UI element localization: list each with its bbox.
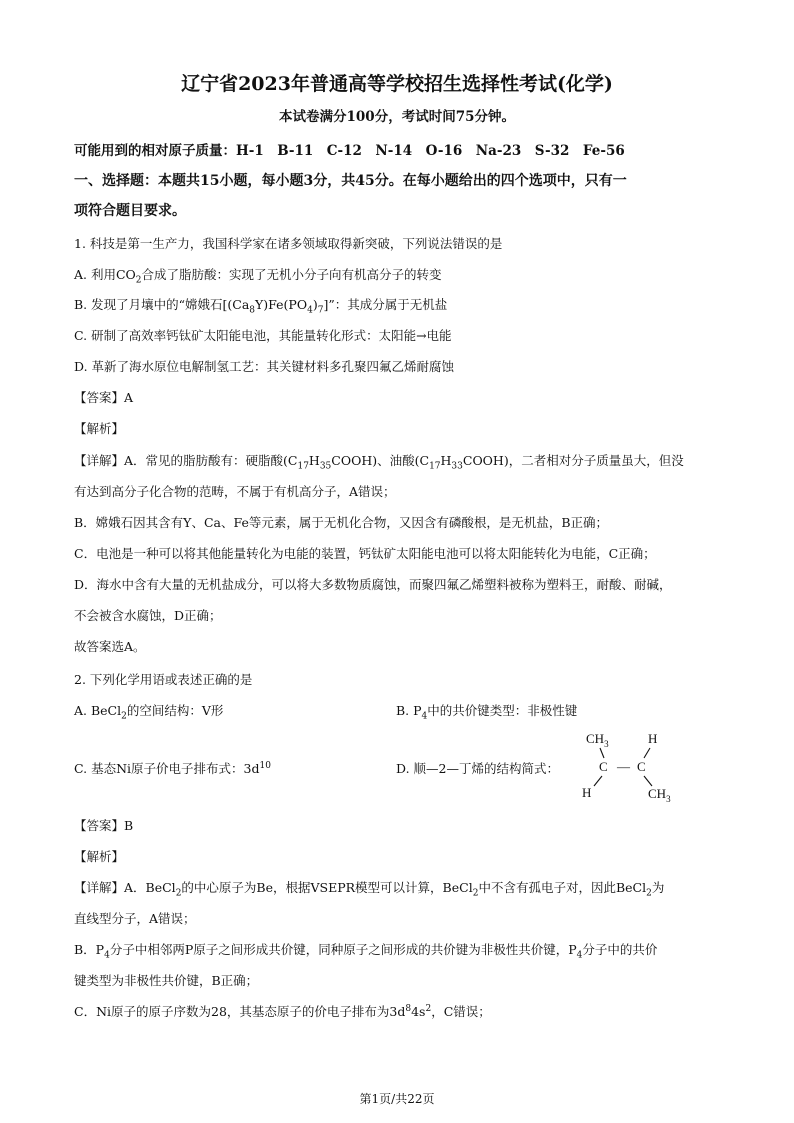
- q2-analysis-label: 【解析】: [74, 849, 125, 864]
- struct-c-right: C: [637, 759, 646, 774]
- q2-detail-2: 直线型分子，A错误；: [74, 911, 196, 926]
- q1-option-c: C. 研制了高效率钙钛矿太阳能电池，其能量转化形式：太阳能→电能: [74, 328, 452, 343]
- cis-2-butene-structure: [572, 726, 712, 806]
- q1-detail-5: D．海水中含有大量的无机盐成分，可以将大多数物质腐蚀，而聚四氟乙烯塑料被称为塑料王，耐酸、耐碱，: [74, 577, 672, 592]
- bond-left-down: [594, 776, 602, 786]
- struct-c-left: C: [599, 759, 608, 774]
- q1-answer: 【答案】A: [74, 390, 134, 405]
- section-heading-2: 项符合题目要求。: [74, 203, 186, 219]
- q2-detail-1: 【详解】A．BeCl$_2$的中心原子为Be，根据VSEPR模型可以计算，BeCl$_2$中不含有孤电子对，因此BeCl$_2$为: [74, 880, 665, 899]
- q1-detail-6: 不会被含水腐蚀，D正确；: [74, 608, 222, 623]
- page-number: 第1页/共22页: [359, 1092, 435, 1106]
- exam-subtitle: 本试卷满分100分，考试时间75分钟。: [279, 109, 515, 125]
- bond-right-down: [644, 776, 652, 786]
- q2-detail-3: B．$P_4$分子中相邻两P原子之间形成共价键，同种原子之间形成的共价键为非极性共价键，$P_4$分子中的共价: [74, 942, 658, 961]
- q1-option-a: A. 利用$CO_2$合成了脂肪酸：实现了无机小分子向有机高分子的转变: [74, 267, 442, 286]
- q2-answer: 【答案】B: [74, 818, 134, 833]
- q2-stem: 2. 下列化学用语或表述正确的是: [74, 672, 253, 687]
- page-title: 辽宁省2023年普通高等学校招生选择性考试(化学): [181, 73, 613, 95]
- bond-left-up: [600, 748, 604, 758]
- q1-detail-4: C．电池是一种可以将其他能量转化为电能的装置，钙钛矿太阳能电池可以将太阳能转化为电能，C正确；: [74, 546, 656, 561]
- q1-analysis-label: 【解析】: [74, 421, 125, 436]
- q1-option-d: D. 革新了海水原位电解制氢工艺：其关键材料多孔聚四氟乙烯耐腐蚀: [74, 359, 455, 374]
- struct-h-bottom: H: [582, 785, 592, 800]
- atomic-masses: 可能用到的相对原子质量：H-1 B-11 C-12 N-14 O-16 Na-23 S-32 Fe-56: [74, 143, 625, 159]
- bond-right-up: [644, 748, 650, 758]
- q1-detail-2: 有达到高分子化合物的范畴，不属于有机高分子，A错误；: [74, 484, 396, 499]
- q1-option-b: B. 发现了月壤中的“嫦娥石$[(Ca_8Y)Fe(PO_4)_7]$”：其成分属于无机盐: [74, 297, 448, 316]
- q2-option-c: C. 基态Ni原子价电子排布式：$3d^{10}$: [74, 760, 271, 776]
- section-heading-1: 一、选择题：本题共15小题，每小题3分，共45分。在每小题给出的四个选项中，只有一: [74, 173, 627, 189]
- q2-option-a: A. BeCl$_2$的空间结构：V形: [74, 703, 224, 722]
- struct-ch3-top: $CH_3$: [586, 731, 609, 749]
- q2-detail-5: C．Ni原子的原子序数为28，其基态原子的价电子排布为$3d^84s^2$，C错误；: [74, 1003, 491, 1019]
- struct-h-top: H: [648, 731, 658, 746]
- q1-detail-1: 【详解】A．常见的脂肪酸有：硬脂酸$(C_{17}H_{35}COOH)$、油酸$(C_{17}H_{33}COOH)$，二者相对分子质量虽大，但没: [74, 453, 684, 472]
- q2-option-b: B. $P_4$中的共价键类型：非极性键: [396, 703, 578, 722]
- struct-double-bond: —: [617, 759, 630, 774]
- q1-stem: 1. 科技是第一生产力，我国科学家在诸多领域取得新突破，下列说法错误的是: [74, 236, 503, 251]
- q2-option-d: D. 顺—2—丁烯的结构简式：: [396, 761, 559, 776]
- struct-ch3-bottom: $CH_3$: [648, 786, 671, 804]
- q2-detail-4: 键类型为非极性共价键，B正确；: [74, 973, 259, 988]
- q1-detail-3: B．嫦娥石因其含有Y、Ca、Fe等元素，属于无机化合物，又因含有磷酸根，是无机盐，B正确；: [74, 515, 609, 530]
- q1-conclusion: 故答案选A。: [74, 639, 146, 654]
